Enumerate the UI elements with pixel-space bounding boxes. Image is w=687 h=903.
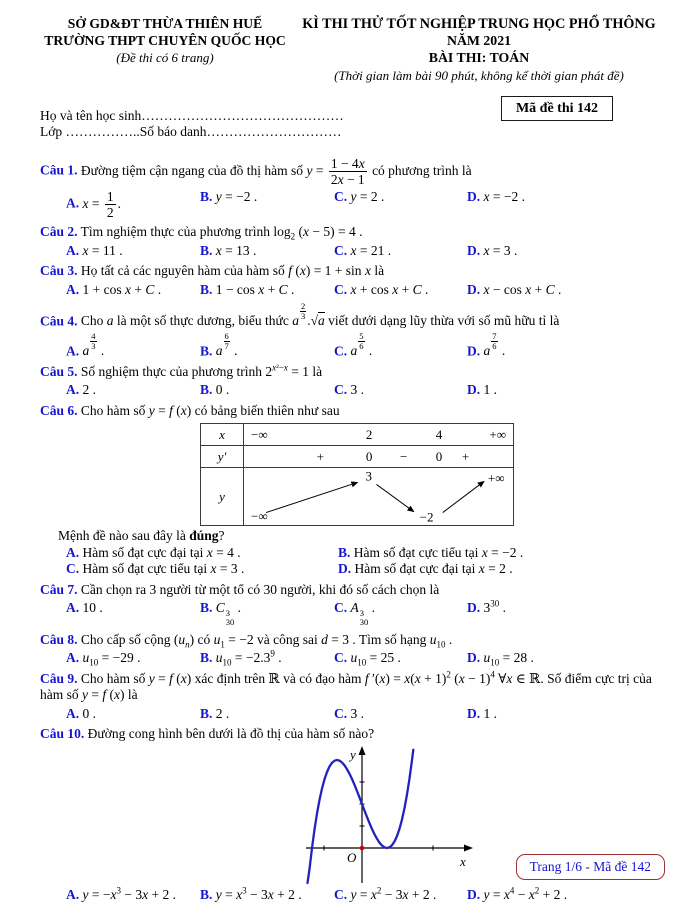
q9-option-b-letter: B. [200, 705, 213, 721]
q4-stem-text: Cho a là một số thực dương, biểu thức a $\frac{2}{3}$ .√a viết dưới dạng lũy thừa với số mũ hữu tỉ là [80, 301, 560, 329]
q3-option-c [334, 282, 467, 298]
q6-stem-text: Cho hàm số y = f (x) có bảng biến thiên như sau [80, 402, 340, 418]
q8-options [40, 650, 663, 666]
q2-option-b-letter: B. [200, 242, 213, 258]
q5-stem [40, 364, 663, 380]
q9-option-a [66, 706, 200, 722]
q2-option-a [66, 243, 200, 259]
q7-label: Câu 7. [40, 581, 78, 597]
q10-label: Câu 10. [40, 726, 85, 742]
q2-option-d [467, 243, 663, 259]
bbt-yp-plus2: + [461, 448, 470, 464]
q5-option-c-text: 3 . [350, 382, 364, 398]
bbt-row-yprime [201, 446, 513, 468]
q2-option-d-text: x = 3 . [483, 242, 518, 258]
q6-option-a [66, 545, 338, 561]
q8-option-d-text: $u_{10} = 28$ . [483, 650, 534, 668]
q4-options [40, 332, 663, 360]
q2-option-d-letter: D. [467, 242, 481, 258]
q8-option-b-letter: B. [200, 650, 213, 666]
q3-label: Câu 3. [40, 263, 78, 279]
page-footer-text: Trang 1/6 - Mã đề 142 [529, 858, 651, 874]
bbt-header-x: x [201, 424, 244, 445]
q3-option-d [467, 282, 663, 298]
question-8 [40, 632, 663, 667]
q8-label: Câu 8. [40, 631, 78, 647]
q6-option-b-text: Hàm số đạt cực tiểu tại x = −2 . [353, 544, 524, 560]
q2-option-a-letter: A. [66, 242, 80, 258]
question-5 [40, 364, 663, 399]
q3-option-a [66, 282, 200, 298]
exam-subject: BÀI THI: TOÁN [428, 50, 530, 66]
department-name: SỞ GD&ĐT THỪA THIÊN HUẾ [67, 16, 263, 31]
q9-option-a-text: 0 . [82, 705, 96, 721]
q6-label: Câu 6. [40, 402, 78, 418]
origin-dot [360, 845, 365, 850]
q5-option-b [200, 382, 334, 398]
q9-option-c-letter: C. [334, 705, 348, 721]
q3-option-b-letter: B. [200, 281, 213, 297]
bbt-y-end: +∞ [487, 470, 505, 486]
q5-option-d-letter: D. [467, 382, 481, 398]
q1-option-d [467, 189, 663, 220]
student-class-line: Lớp ……………..Số báo danh………………………… [40, 124, 342, 140]
q10-option-b-text: $y = x^3 - 3x + 2$ . [215, 885, 302, 902]
q4-option-b-text: a $\frac{6}{7}$ . [215, 330, 238, 359]
q7-option-a [66, 600, 200, 628]
q2-stem-text: Tìm nghiệm thực của phương trình $\log_2 (x - 5) = 4$ . [80, 224, 363, 242]
header-right [295, 16, 663, 84]
q1-label: Câu 1. [40, 162, 78, 178]
q3-option-c-letter: C. [334, 281, 348, 297]
q8-option-c-letter: C. [334, 650, 348, 666]
q2-option-c-text: x = 21 . [350, 242, 392, 258]
q2-option-c [334, 243, 467, 259]
bbt-x-4: 4 [435, 426, 443, 442]
bbt-y-max: 3 [365, 468, 372, 484]
q2-option-a-text: x = 11 . [82, 242, 123, 258]
q4-option-c [334, 332, 467, 360]
q9-stem-text: Cho hàm số y = f (x) xác định trên ℝ và có đạo hàm f $'(x) = x(x + 1)^2$ $(x - 1)^4$ ∀x ∈ ℝ. Số điểm cực trị của hàm số y = f (x) là [40, 669, 652, 703]
question-4 [40, 302, 663, 360]
question-7 [40, 582, 663, 628]
q10-option-d [467, 887, 663, 903]
x-axis-arrow [464, 844, 473, 851]
q8-option-a [66, 650, 200, 666]
q8-option-b [200, 650, 334, 666]
pages-note: (Đề thi có 6 trang) [116, 50, 214, 66]
q5-label: Câu 5. [40, 363, 78, 379]
q3-option-d-letter: D. [467, 281, 481, 297]
q7-stem-text: Cần chọn ra 3 người từ một tổ có 30 người, khi đó số cách chọn là [80, 581, 440, 597]
bbt-arrow-down [376, 485, 413, 512]
q6-variation-table [200, 423, 514, 526]
q5-option-a-letter: A. [66, 382, 80, 398]
bbt-yp-zero1: 0 [365, 448, 373, 464]
q10-option-d-text: $y = x^4 - x^2 + 2$ . [483, 885, 568, 902]
q8-stem-text: Cho cấp số cộng $(u_n)$ có $u_1 = -2$ và công sai d = 3 . Tìm số hạng $u_{10}$ . [80, 631, 453, 650]
q5-stem-text: Số nghiệm thực của phương trình $2^{x^2-x} = 1$ là [80, 362, 323, 379]
bbt-arrow-up-1 [266, 483, 357, 513]
q9-option-b-text: 2 . [215, 705, 230, 721]
q7-option-c-text: A 3 30 . [350, 600, 375, 628]
q4-option-a-letter: A. [66, 343, 80, 359]
q10-option-a-letter: A. [66, 886, 80, 902]
q9-option-c [334, 706, 467, 722]
q1-option-b-letter: B. [200, 189, 213, 205]
q6-option-b-letter: B. [338, 544, 351, 560]
question-6 [40, 403, 663, 578]
q10-option-b [200, 887, 334, 903]
q9-label: Câu 9. [40, 670, 78, 686]
bbt-x-neg-inf: −∞ [251, 426, 268, 442]
q3-stem [40, 263, 663, 279]
bbt-x-pos-inf: +∞ [489, 426, 506, 442]
question-3 [40, 263, 663, 298]
school-name: TRƯỜNG THPT CHUYÊN QUỐC HỌC [44, 32, 286, 48]
cubic-curve [308, 746, 414, 882]
q7-options [40, 600, 663, 628]
q1-option-c-text: y = 2 . [350, 189, 385, 205]
q3-option-b [200, 282, 334, 298]
q10-option-a-text: $y = -x^3 - 3x + 2$ . [82, 885, 176, 902]
q9-option-d-letter: D. [467, 705, 481, 721]
q5-option-c [334, 382, 467, 398]
q4-option-d-text: a $\frac{7}{6}$ . [483, 330, 506, 359]
q6-option-a-letter: A. [66, 544, 80, 560]
bbt-y-start: −∞ [251, 508, 268, 524]
q10-graph [302, 745, 478, 885]
q4-option-d [467, 332, 663, 360]
q7-option-b-text: C 3 30 . [215, 600, 242, 628]
origin-label: O [347, 849, 357, 865]
q9-stem [40, 671, 663, 704]
q7-option-b [200, 600, 334, 628]
q3-option-c-text: x + cos x + C . [350, 281, 429, 297]
q7-option-d-text: $3^{30}$ . [483, 598, 506, 616]
q1-option-c-letter: C. [334, 189, 348, 205]
q10-stem [40, 726, 663, 742]
q9-option-d [467, 706, 663, 722]
q9-options [40, 706, 663, 722]
question-2 [40, 224, 663, 259]
y-axis-arrow [359, 746, 366, 755]
q1-option-a [66, 189, 200, 220]
q5-option-d [467, 382, 663, 398]
bbt-variation-diagram [244, 468, 513, 525]
q5-option-a-text: 2 . [82, 382, 96, 398]
bbt-arrow-up-2 [443, 482, 484, 513]
q7-option-c-letter: C. [334, 600, 348, 616]
q2-option-b-text: x = 13 . [215, 242, 257, 258]
q7-option-c [334, 600, 467, 628]
q6-option-d-letter: D. [338, 561, 352, 577]
y-axis-label: y [350, 746, 356, 762]
q10-stem-text: Đường cong hình bên dưới là đồ thị của hàm số nào? [87, 726, 375, 742]
q6-option-c-letter: C. [66, 561, 80, 577]
q10-option-c [334, 887, 467, 903]
q5-option-a [66, 382, 200, 398]
q6-option-c [66, 561, 338, 577]
q8-option-c [334, 650, 467, 666]
q6-option-d [338, 561, 663, 577]
q2-option-b [200, 243, 334, 259]
q4-option-b-letter: B. [200, 343, 213, 359]
q5-options [40, 382, 663, 398]
q10-option-c-letter: C. [334, 886, 348, 902]
q1-option-b [200, 189, 334, 220]
q3-option-a-text: 1 + cos x + C . [82, 281, 162, 297]
q2-stem [40, 224, 663, 240]
bbt-header-yprime: y′ [201, 446, 244, 467]
q10-option-b-letter: B. [200, 886, 213, 902]
q1-option-c [334, 189, 467, 220]
q1-stem [40, 156, 663, 187]
bbt-yp-minus: − [400, 448, 408, 464]
q3-stem-text: Họ tất cả các nguyên hàm của hàm số f (x) = 1 + sin x là [80, 263, 385, 279]
q5-option-c-letter: C. [334, 382, 348, 398]
q9-option-b [200, 706, 334, 722]
q1-option-a-text: x = $\frac{1}{2}$ . [82, 189, 121, 221]
q2-option-c-letter: C. [334, 242, 348, 258]
q1-options [40, 189, 663, 220]
q8-option-d [467, 650, 663, 666]
q3-option-a-letter: A. [66, 281, 80, 297]
q1-option-d-text: x = −2 . [483, 189, 525, 205]
q6-option-d-text: Hàm số đạt cực đại tại x = 2 . [354, 561, 513, 577]
q3-options [40, 282, 663, 298]
q6-prompt: Mệnh đề nào sau đây là đúng? [58, 528, 225, 544]
q1-option-b-text: y = −2 . [215, 189, 258, 205]
bbt-row-x [201, 424, 513, 446]
q7-option-d-letter: D. [467, 600, 481, 616]
q9-option-c-text: 3 . [350, 705, 364, 721]
question-9 [40, 671, 663, 722]
time-note: (Thời gian làm bài 90 phút, không kể thời gian phát đề) [334, 67, 624, 83]
q5-option-d-text: 1 . [483, 382, 497, 398]
q1-option-a-letter: A. [66, 195, 80, 211]
header-left [40, 16, 290, 84]
q7-option-d [467, 600, 663, 628]
student-name-line: Họ và tên học sinh……………………………………… [40, 107, 344, 123]
q5-option-b-text: 0 . [215, 382, 230, 398]
bbt-yp-plus1: + [316, 448, 324, 464]
q7-stem [40, 582, 663, 598]
q4-stem [40, 302, 663, 330]
q4-option-a-text: a $\frac{4}{3}$ . [82, 330, 105, 359]
q7-option-a-letter: A. [66, 600, 80, 616]
q9-option-d-text: 1 . [483, 705, 497, 721]
exam-title: KÌ THI THỬ TỐT NGHIỆP TRUNG HỌC PHỔ THÔNG [302, 16, 656, 32]
q9-option-a-letter: A. [66, 705, 80, 721]
q4-option-b [200, 332, 334, 360]
q6-options-row2 [40, 561, 663, 577]
exam-year: NĂM 2021 [447, 33, 511, 49]
q10-options [40, 887, 663, 903]
bbt-yp-zero2: 0 [435, 448, 443, 464]
q1-option-d-letter: D. [467, 189, 481, 205]
q6-stem [40, 403, 663, 419]
q8-option-c-text: $u_{10} = 25$ . [350, 650, 401, 668]
q4-option-d-letter: D. [467, 343, 481, 359]
q1-stem-text: Đường tiệm cận ngang của đồ thị hàm số y = $\frac{1 - 4x}{2x - 1}$ có phương trình là [80, 155, 472, 187]
q6-option-a-text: Hàm số đạt cực đại tại x = 4 . [82, 544, 241, 560]
bbt-x-2: 2 [365, 426, 373, 442]
q4-option-a [66, 332, 200, 360]
q6-option-c-text: Hàm số đạt cực tiểu tại x = 3 . [82, 561, 245, 577]
q5-option-b-letter: B. [200, 382, 213, 398]
q8-stem [40, 632, 663, 648]
q10-option-a [66, 887, 200, 903]
q4-option-c-letter: C. [334, 343, 348, 359]
q8-option-a-letter: A. [66, 650, 80, 666]
page-header [40, 16, 663, 84]
question-1 [40, 156, 663, 220]
q4-option-c-text: a $\frac{5}{6}$ . [350, 330, 373, 359]
q4-label: Câu 4. [40, 313, 78, 329]
x-axis-label: x [460, 853, 466, 869]
q8-option-a-text: $u_{10} = -29$ . [82, 650, 141, 668]
q10-option-c-text: $y = x^2 - 3x + 2$ . [350, 885, 437, 902]
bbt-row-y [201, 468, 513, 525]
q6-options-row1 [40, 545, 663, 561]
student-info [40, 100, 663, 152]
q6-option-b [338, 545, 663, 561]
q8-option-d-letter: D. [467, 650, 481, 666]
q7-option-b-letter: B. [200, 600, 213, 616]
exam-code-box: Mã đề thi 142 [501, 96, 613, 121]
q8-option-b-text: $u_{10} = -2.3^9$ . [215, 648, 282, 668]
q7-option-a-text: 10 . [82, 600, 103, 616]
q2-options [40, 243, 663, 259]
q10-option-d-letter: D. [467, 886, 481, 902]
q10-graph-svg [302, 745, 478, 885]
bbt-header-y: y [201, 468, 244, 525]
q3-option-d-text: x − cos x + C . [483, 281, 562, 297]
bbt-y-min: −2 [419, 509, 434, 525]
page-footer-box [516, 854, 665, 880]
q2-label: Câu 2. [40, 224, 78, 240]
q3-option-b-text: 1 − cos x + C . [215, 281, 295, 297]
